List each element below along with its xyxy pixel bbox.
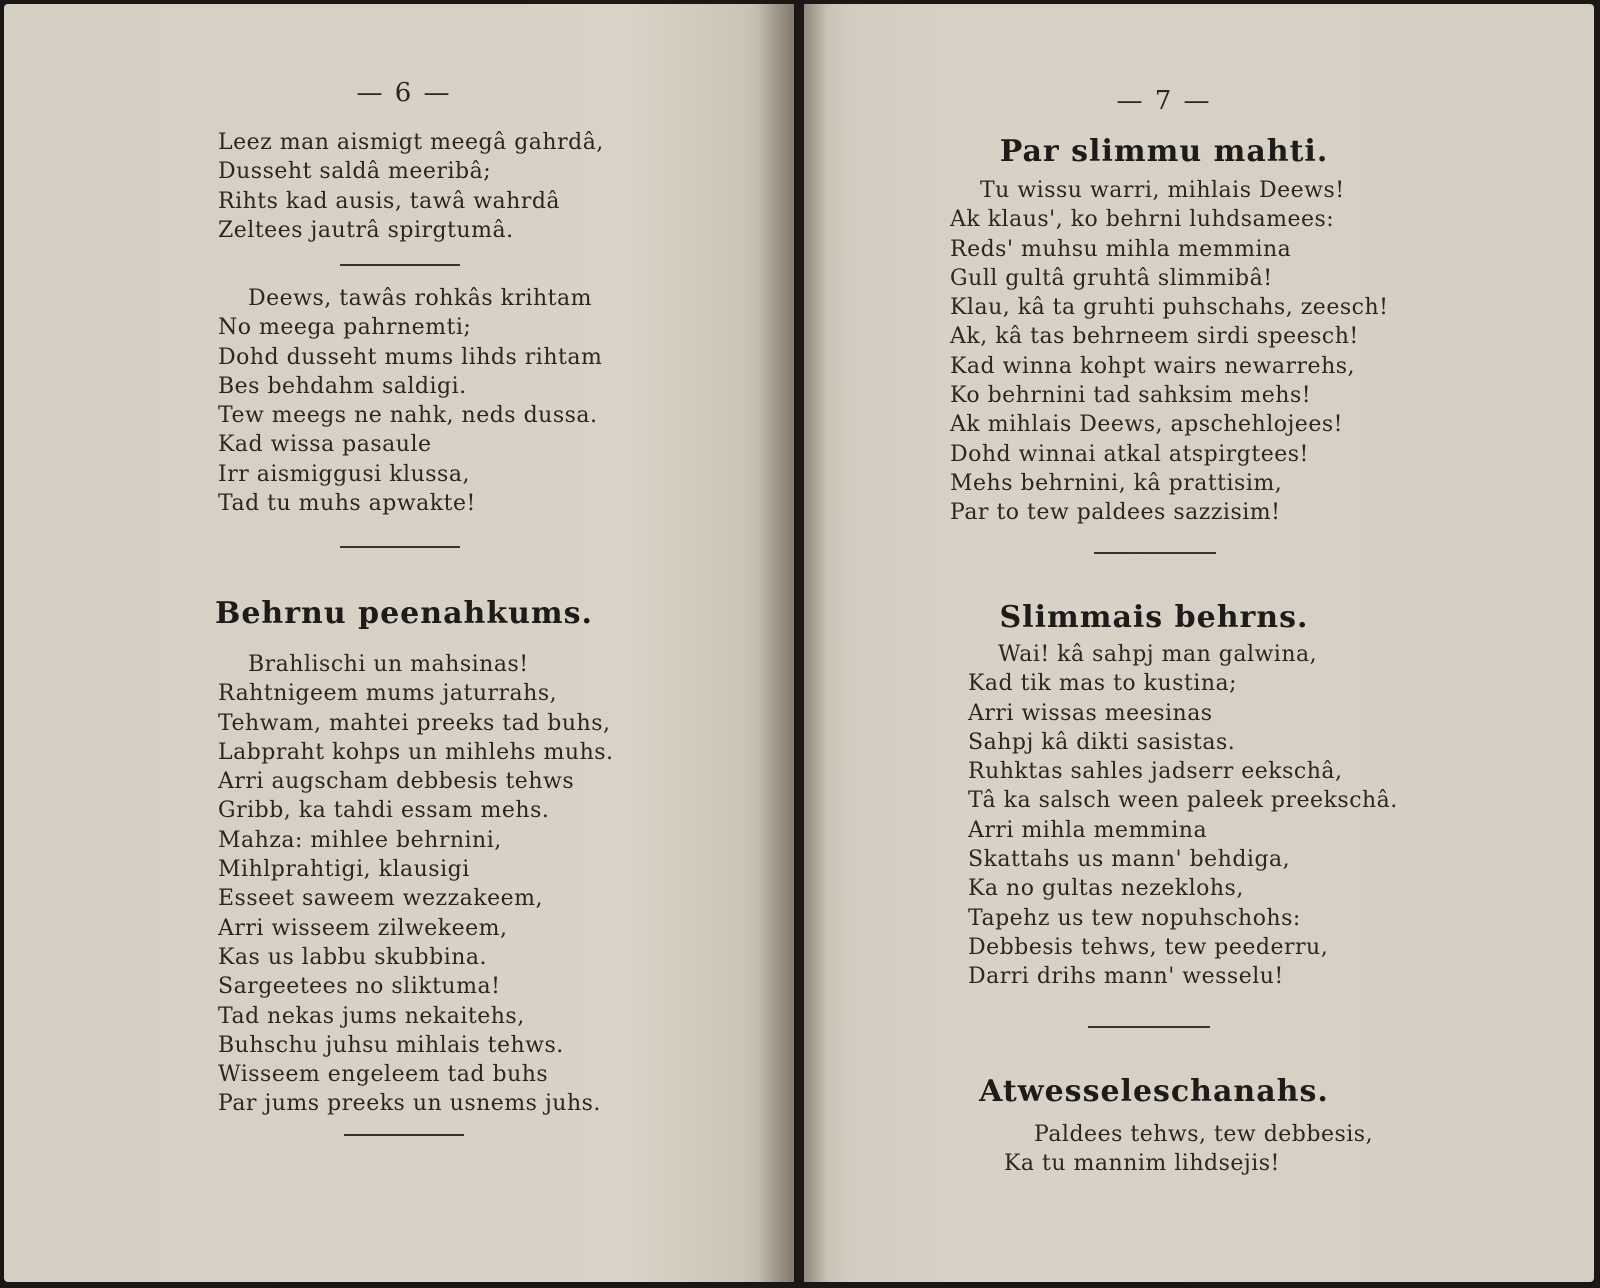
page-number-6: — 6 — — [356, 78, 452, 108]
verse-line: Rahtnigeem mums jaturrahs, — [218, 681, 558, 707]
verse-line: Rihts kad ausis, tawâ wahrdâ — [218, 188, 561, 214]
divider-rule — [344, 1134, 464, 1136]
divider-rule — [340, 546, 460, 548]
verse-line: Buhschu juhsu mihlais tehws. — [218, 1032, 564, 1058]
verse-line: Par jums preeks un usnems juhs. — [218, 1091, 601, 1117]
divider-rule — [1088, 1026, 1210, 1028]
verse-line: Arri augscham debbesis tehws — [218, 769, 575, 795]
verse-line: Mahza: mihlee behrnini, — [218, 827, 502, 853]
spine-shadow — [758, 4, 794, 1282]
verse-line: Tad tu muhs apwakte! — [218, 491, 476, 517]
verse-line: Par to tew paldees sazzisim! — [950, 500, 1281, 526]
verse-line: Kad wissa pasaule — [218, 432, 432, 458]
verse-line: Tehwam, mahtei preeks tad buhs, — [218, 710, 611, 736]
verse-line: Kad winna kohpt wairs newarrehs, — [950, 353, 1356, 379]
verse-line: Tapehz us tew nopuhschohs: — [968, 905, 1301, 931]
verse-line: Ak, kâ tas behrneem sirdi speesch! — [950, 324, 1359, 350]
verse-line: Arri wisseem zilwekeem, — [218, 915, 508, 941]
poem-behrnu-peenahkums — [218, 650, 614, 1119]
verse-line: Mihlprahtigi, klausigi — [218, 857, 470, 883]
verse-line: Sargeetees no sliktuma! — [218, 974, 501, 1000]
verse-line: Ka no gultas nezeklohs, — [968, 876, 1244, 902]
verse-line: Labpraht kohps un mihlehs muhs. — [218, 739, 614, 765]
verse-line: Bes behdahm saldigi. — [218, 373, 467, 399]
verse-line: Leez man aismigt meegâ gahrdâ, — [218, 130, 604, 155]
poem-title: Slimmais behrns. — [999, 600, 1309, 635]
poem-title: Behrnu peenahkums. — [214, 596, 593, 631]
verse-line: Dohd dusseht mums lihds rihtam — [218, 344, 603, 370]
poem-title: Par slimmu mahti. — [999, 134, 1329, 169]
verse-line: Wisseem engeleem tad buhs — [218, 1062, 549, 1088]
verse-line: Deews, tawâs rohkâs krihtam — [248, 286, 593, 311]
divider-rule — [1094, 552, 1216, 554]
page-number-7: — 7 — — [1116, 86, 1212, 116]
verse-line: Ruhktas sahles jadserr eekschâ, — [968, 759, 1343, 785]
verse-line: Tu wissu warri, mihlais Deews! — [980, 178, 1345, 203]
verse-line: Ak mihlais Deews, apschehlojees! — [950, 412, 1343, 438]
spine-shadow — [804, 4, 828, 1282]
verse-line: Darri drihs mann' wesselu! — [968, 964, 1284, 990]
verse-line: Reds' muhsu mihla memmina — [950, 236, 1292, 262]
verse-line: Mehs behrnini, kâ prattisim, — [950, 470, 1283, 496]
poem-atwesseleschanahs — [1004, 1120, 1373, 1179]
right-page — [804, 4, 1594, 1282]
verse-line: Tad nekas jums nekaitehs, — [218, 1003, 525, 1029]
verse-line: Ka tu mannim lihdsejis! — [1004, 1151, 1280, 1177]
verse-line: Kas us labbu skubbina. — [218, 944, 488, 970]
verse-line: Debbesis tehws, tew peederru, — [968, 934, 1329, 960]
verse-line: Tâ ka salsch ween paleek preekschâ. — [968, 788, 1398, 814]
verse-line: Sahpj kâ dikti sasistas. — [968, 729, 1236, 755]
poem-slimmais-behrns — [968, 640, 1398, 992]
verse-line: Arri mihla memmina — [968, 817, 1208, 843]
verse-line: Gull gultâ gruhtâ slimmibâ! — [950, 265, 1273, 291]
verse-line: Zeltees jautrâ spirgtumâ. — [218, 217, 514, 243]
verse-line: Wai! kâ sahpj man galwina, — [998, 642, 1318, 667]
left-page — [4, 4, 794, 1282]
verse-line: Ko behrnini tad sahksim mehs! — [950, 383, 1312, 409]
verse-line: Klau, kâ ta gruhti puhschahs, zeesch! — [950, 295, 1389, 321]
stanza-1 — [218, 128, 604, 245]
poem-par-slimmu-mahti — [950, 176, 1388, 528]
verse-line: Esseet saweem wezzakeem, — [218, 886, 544, 912]
verse-line: Ak klaus', ko behrni luhdsamees: — [950, 207, 1335, 233]
divider-rule — [340, 264, 460, 266]
stanza-2 — [218, 284, 602, 518]
verse-line: Tew meegs ne nahk, neds dussa. — [218, 403, 598, 429]
verse-line: Irr aismiggusi klussa, — [218, 461, 470, 487]
verse-line: Dusseht saldâ meeribâ; — [218, 159, 492, 185]
verse-line: Arri wissas meesinas — [968, 700, 1213, 726]
verse-line: No meega pahrnemti; — [218, 315, 472, 341]
poem-title: Atwesseleschanahs. — [979, 1074, 1329, 1109]
verse-line: Dohd winnai atkal atspirgtees! — [950, 441, 1309, 467]
verse-line: Kad tik mas to kustina; — [968, 671, 1238, 697]
verse-line: Brahlischi un mahsinas! — [248, 652, 529, 677]
verse-line: Paldees tehws, tew debbesis, — [1034, 1122, 1374, 1147]
verse-line: Gribb, ka tahdi essam mehs. — [218, 798, 550, 824]
verse-line: Skattahs us mann' behdiga, — [968, 847, 1291, 873]
